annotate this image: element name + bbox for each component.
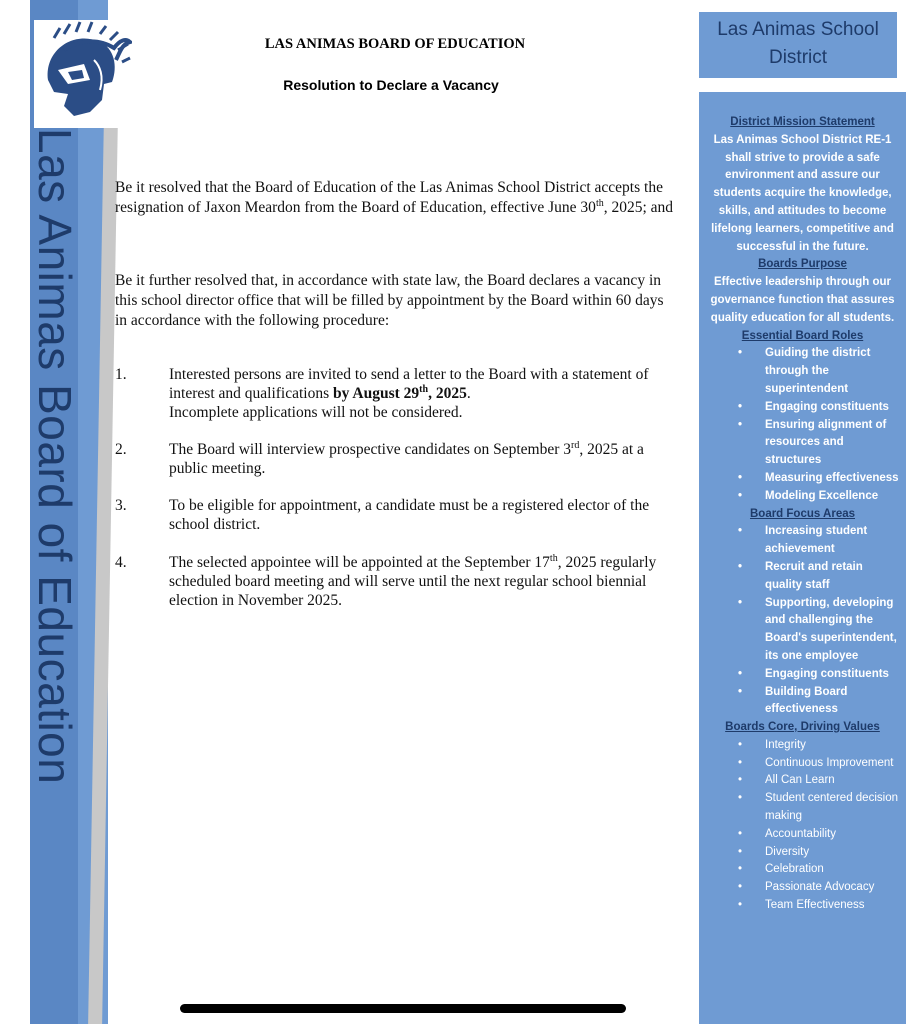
list-item: • Increasing student achievement xyxy=(765,523,902,559)
list-item: • Integrity xyxy=(765,737,902,755)
roles-list xyxy=(703,345,902,505)
list-item: • Passionate Advocacy xyxy=(765,879,902,897)
list-item: • Continuous Improvement xyxy=(765,755,902,773)
list-item: • Measuring effectiveness xyxy=(765,470,902,488)
document-subtitle: Resolution to Declare a Vacancy xyxy=(283,77,499,93)
roles-heading: Essential Board Roles xyxy=(741,329,864,342)
list-item: • Recruit and retain quality staff xyxy=(765,559,902,595)
values-heading: Boards Core, Driving Values xyxy=(725,721,880,734)
list-item: • Modeling Excellence xyxy=(765,488,902,506)
list-item: • Supporting, developing and challenging the Board's superintendent, its one employee xyxy=(765,595,902,666)
sidebar-panel xyxy=(699,92,906,1024)
resolution-paragraph-1: Be it resolved that the Board of Education of the Las Animas School District accepts the resignation of Jaxon Meardon from the Board of Education, effective June 30th, 2025; and xyxy=(115,179,674,216)
list-item: • Engaging constituents xyxy=(765,666,902,684)
list-item: • Building Board effectiveness xyxy=(765,684,902,720)
list-item: • Diversity xyxy=(765,844,902,862)
home-indicator-bar[interactable] xyxy=(180,1004,626,1013)
list-item: • Ensuring alignment of resources and structures xyxy=(765,417,902,470)
purpose-heading: Boards Purpose xyxy=(758,258,847,271)
list-item: • Student centered decision making xyxy=(765,790,902,826)
spartan-helmet-logo-icon xyxy=(34,20,132,128)
vertical-title: Las Animas Board of Education xyxy=(29,128,81,785)
focus-list xyxy=(703,523,902,719)
list-item: • Celebration xyxy=(765,861,902,879)
list-item: • Accountability xyxy=(765,826,902,844)
purpose-text: Effective leadership through our governance function that assures quality education for all students. xyxy=(710,276,895,324)
list-item: • Engaging constituents xyxy=(765,399,902,417)
mission-heading: District Mission Statement xyxy=(730,116,875,128)
focus-heading: Board Focus Areas xyxy=(749,507,856,520)
sidebar-header: Las Animas School District xyxy=(699,12,897,78)
list-item: • All Can Learn xyxy=(765,772,902,790)
list-item: • Guiding the district through the superintendent xyxy=(765,345,902,398)
document-title: LAS ANIMAS BOARD OF EDUCATION xyxy=(264,36,526,52)
resolution-paragraph-2: Be it further resolved that, in accordance with state law, the Board declares a vacancy in this school director office that will be filled by appointment by the Board within 60 days in accordance with the following procedure: xyxy=(115,272,664,329)
mission-text: Las Animas School District RE-1 shall strive to provide a safe environment and assure our students acquire the knowledge, skills, and attitudes to become lifelong learners, competitive and successful in the future. xyxy=(711,133,894,253)
list-item: • Team Effectiveness xyxy=(765,897,902,915)
values-list xyxy=(703,737,902,915)
